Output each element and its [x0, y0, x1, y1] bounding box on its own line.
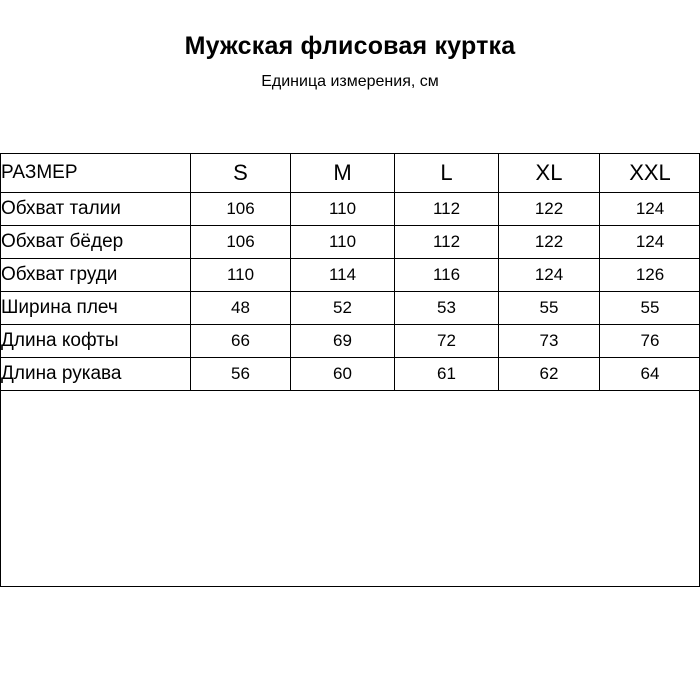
- header-size-xl: XL: [499, 154, 600, 193]
- page-subtitle: Единица измерения, см: [261, 72, 439, 90]
- cell-value: 110: [191, 259, 291, 292]
- cell-value: 106: [191, 226, 291, 259]
- cell-value: 52: [291, 292, 395, 325]
- cell-value: 112: [395, 193, 499, 226]
- cell-value: 124: [600, 226, 700, 259]
- size-table-container: [0, 153, 700, 391]
- cell-value: 124: [499, 259, 600, 292]
- cell-value: 69: [291, 325, 395, 358]
- cell-value: 55: [600, 292, 700, 325]
- table-row: [1, 325, 700, 358]
- cell-value: 106: [191, 193, 291, 226]
- table-outer-left-border: [0, 153, 1, 587]
- header-size-m: M: [291, 154, 395, 193]
- table-row: [1, 226, 700, 259]
- cell-value: 126: [600, 259, 700, 292]
- cell-value: 110: [291, 226, 395, 259]
- table-row: [1, 193, 700, 226]
- table-outer-bottom-border: [0, 586, 700, 587]
- header-size-l: L: [395, 154, 499, 193]
- table-header-row: [1, 154, 700, 193]
- cell-value: 66: [191, 325, 291, 358]
- cell-value: 60: [291, 358, 395, 391]
- cell-value: 62: [499, 358, 600, 391]
- cell-value: 64: [600, 358, 700, 391]
- cell-value: 61: [395, 358, 499, 391]
- cell-value: 72: [395, 325, 499, 358]
- table-row: [1, 358, 700, 391]
- row-label: Обхват талии: [1, 193, 191, 226]
- row-label: Длина рукава: [1, 358, 191, 391]
- cell-value: 122: [499, 193, 600, 226]
- cell-value: 112: [395, 226, 499, 259]
- cell-value: 55: [499, 292, 600, 325]
- page-title: Мужская флисовая куртка: [184, 32, 516, 60]
- header-size-s: S: [191, 154, 291, 193]
- row-label: Обхват груди: [1, 259, 191, 292]
- cell-value: 124: [600, 193, 700, 226]
- cell-value: 122: [499, 226, 600, 259]
- row-label: Обхват бёдер: [1, 226, 191, 259]
- cell-value: 53: [395, 292, 499, 325]
- cell-value: 48: [191, 292, 291, 325]
- table-row: [1, 259, 700, 292]
- header-label: РАЗМЕР: [1, 154, 191, 193]
- size-table: [0, 153, 700, 391]
- row-label: Длина кофты: [1, 325, 191, 358]
- row-label: Ширина плеч: [1, 292, 191, 325]
- cell-value: 110: [291, 193, 395, 226]
- cell-value: 114: [291, 259, 395, 292]
- cell-value: 73: [499, 325, 600, 358]
- cell-value: 76: [600, 325, 700, 358]
- cell-value: 116: [395, 259, 499, 292]
- header-size-xxl: XXL: [600, 154, 700, 193]
- cell-value: 56: [191, 358, 291, 391]
- table-row: [1, 292, 700, 325]
